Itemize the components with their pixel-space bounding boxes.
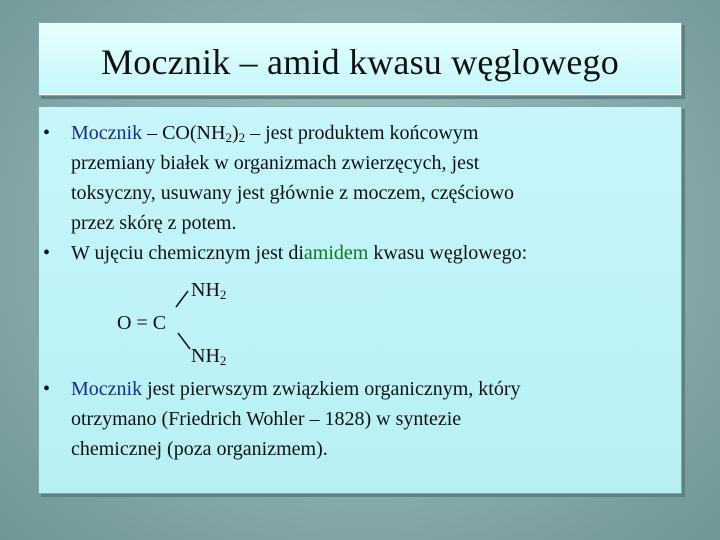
line-text: kwasu węglowego: — [368, 242, 528, 264]
bullet-3-text — [71, 374, 651, 464]
formula-bond-top — [172, 287, 192, 311]
bullet-marker: • — [43, 242, 51, 264]
title-box — [38, 22, 682, 96]
formula-open: – CO(NH — [142, 122, 226, 144]
bullet-1-text — [71, 118, 651, 238]
bullet-3-line-2: otrzymano (Friedrich Wohler – 1828) w syntezie — [71, 408, 462, 430]
bullet-1-line-3: toksyczny, usuwany jest głównie z moczem, częściowo — [71, 182, 515, 204]
bullet-3-line-1 — [71, 374, 651, 404]
bullet-3-line-3: chemicznej (poza organizmem). — [71, 438, 328, 460]
term-amidem: amidem — [303, 242, 369, 264]
line-text: – jest produktem końcowym — [245, 122, 479, 144]
bullet-marker: • — [43, 378, 51, 400]
formula-nh2-bottom: $NH_2$ — [191, 345, 227, 368]
bullet-1-line-2: przemiany białek w organizmach zwierzęcych, jest — [71, 152, 480, 174]
slide-title: Mocznik – amid kwasu węglowego — [101, 42, 619, 82]
term-mocznik: Mocznik — [71, 122, 143, 144]
formula-close: ) — [231, 122, 239, 144]
content-box — [38, 106, 682, 494]
formula-o-double-bond-c: O = C — [117, 312, 167, 334]
line-text: jest pierwszym związkiem organicznym, który — [142, 378, 521, 400]
line-text: W ujęciu chemicznym jest di — [71, 242, 304, 264]
bullet-1-line-1 — [71, 118, 651, 148]
bullet-marker: • — [43, 122, 51, 144]
bullet-1-line-4: przez skórę z potem. — [71, 212, 237, 234]
bullet-2-text — [71, 238, 651, 268]
subscript: 2 — [225, 130, 232, 145]
term-mocznik: Mocznik — [71, 378, 143, 400]
formula-nh2-top: $NH_2$ — [191, 279, 227, 302]
subscript: 2 — [238, 130, 246, 145]
